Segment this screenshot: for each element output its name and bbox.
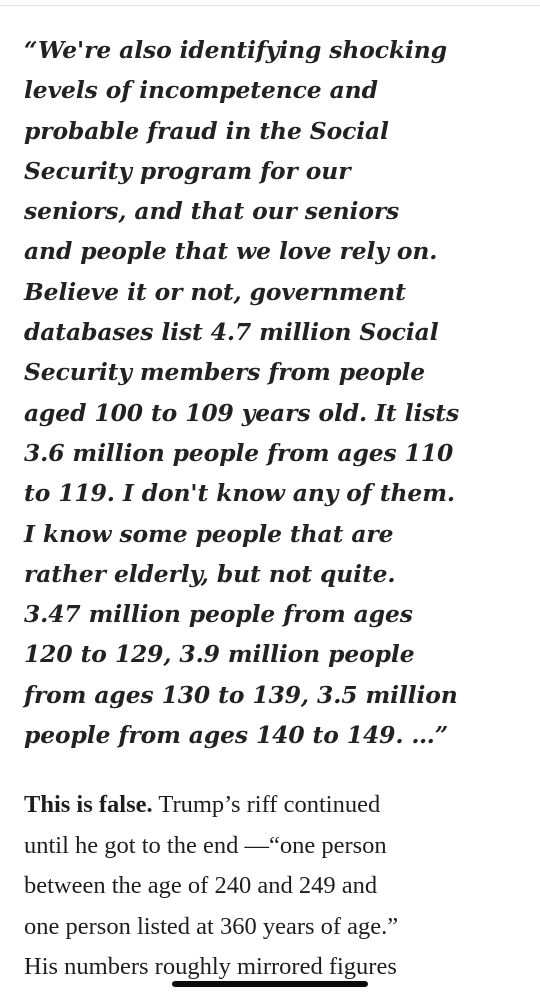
quote-line: “We're also identifying shocking — [24, 36, 447, 64]
quote-line: databases list 4.7 million Social — [24, 318, 439, 347]
trump-quote — [24, 30, 520, 755]
verdict-line — [24, 785, 520, 826]
verdict-text: Trump’s riff continued — [152, 791, 381, 819]
quote-line: Security program for our — [24, 156, 351, 185]
body-line: one person listed at 360 years of age.” — [24, 912, 399, 940]
quote-line: Security members from people — [24, 358, 426, 387]
quote-line: from ages 130 to 139, 3.5 million — [24, 680, 458, 709]
quote-line: 3.47 million people from ages — [24, 600, 413, 629]
quote-line: to 119. I don't know any of them. — [24, 479, 455, 508]
quote-line: rather elderly, but not quite. — [24, 559, 396, 588]
fact-check-paragraph — [24, 785, 520, 988]
top-divider — [0, 5, 540, 6]
quote-line: I know some people that are — [24, 519, 394, 548]
quote-line: seniors, and that our seniors — [24, 197, 400, 226]
home-indicator[interactable] — [172, 981, 368, 987]
body-line: between the age of 240 and 249 and — [24, 872, 378, 900]
quote-line: people from ages 140 to 149. …” — [24, 721, 449, 750]
body-line: His numbers roughly mirrored figures — [24, 953, 397, 981]
quote-line: 120 to 129, 3.9 million people — [24, 640, 415, 669]
quote-line: levels of incompetence and — [24, 76, 378, 105]
quote-line: probable fraud in the Social — [24, 116, 389, 145]
quote-line: aged 100 to 109 years old. It lists — [24, 398, 460, 427]
quote-line: and people that we love rely on. — [24, 237, 438, 266]
verdict-label: This is false. — [24, 791, 153, 819]
quote-line: 3.6 million people from ages 110 — [24, 438, 454, 467]
body-line: until he got to the end —“one person — [24, 831, 387, 859]
quote-line: Believe it or not, government — [24, 277, 406, 306]
article-body — [24, 30, 520, 988]
